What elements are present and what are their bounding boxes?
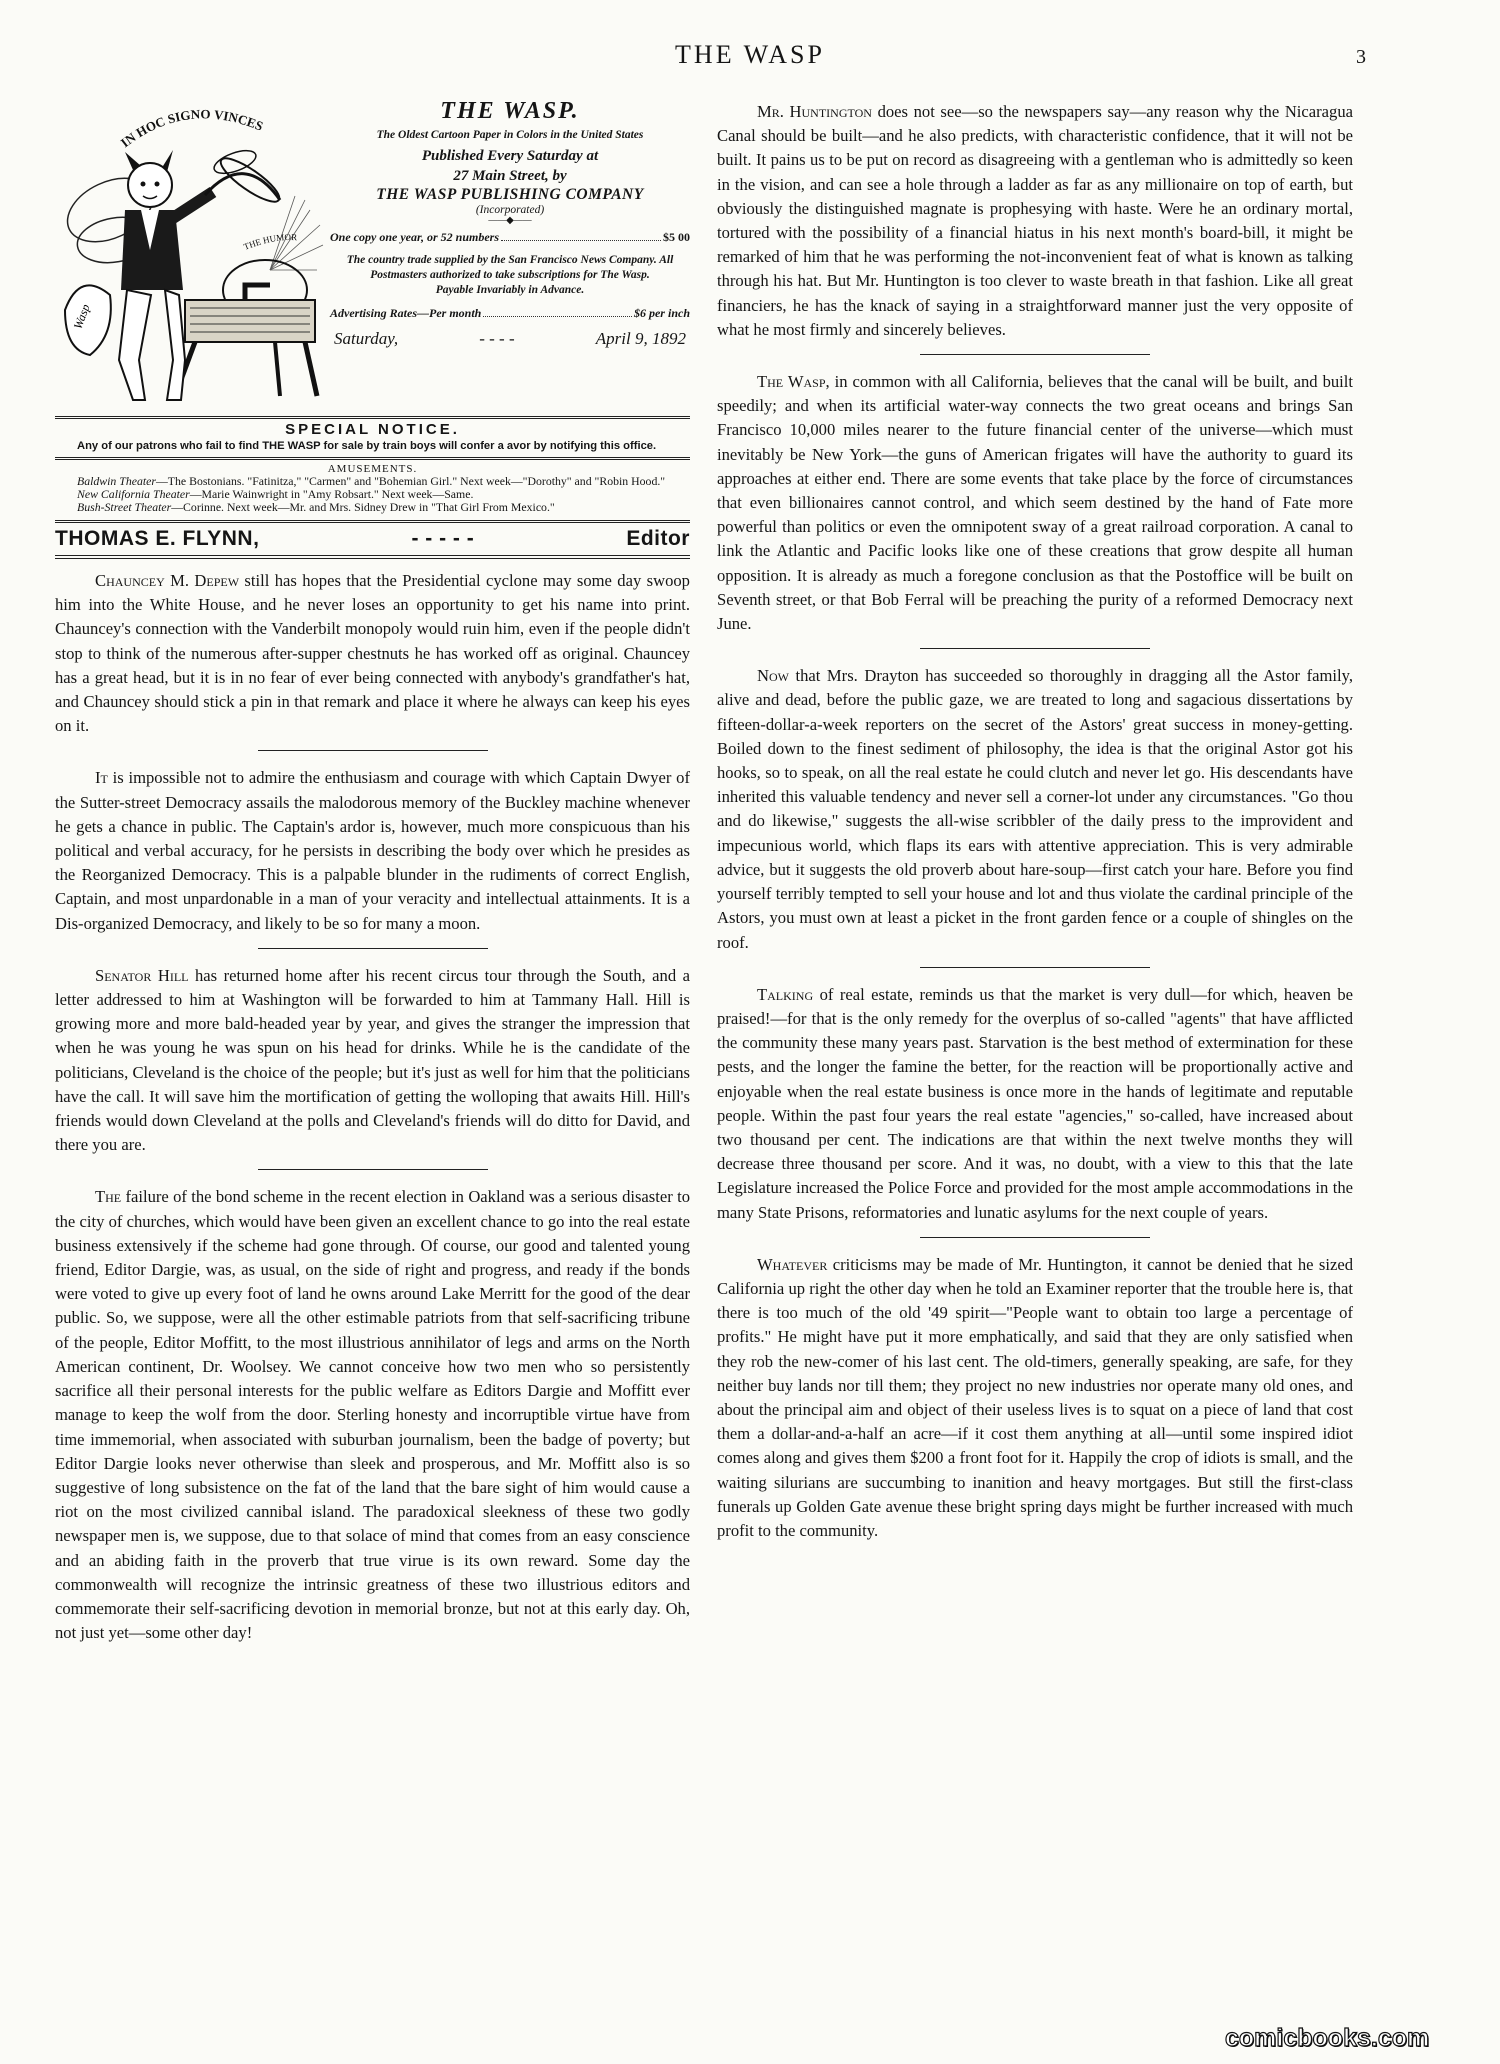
venue-name: New California Theater: [77, 487, 190, 501]
cartoon-motto: IN HOC SIGNO VINCES: [117, 106, 266, 151]
editor-role: Editor: [626, 527, 690, 550]
listing-text: —The Bostonians. "Fatinitza," "Carmen" and "Bohemian Girl." Next week—"Dorothy" and "Robin Hood.": [155, 474, 666, 488]
rate-value: $5 00: [663, 230, 690, 244]
masthead-text: [330, 100, 690, 349]
article-paragraph: [55, 964, 690, 1158]
cartoon-bag-label: Wasp: [70, 302, 93, 332]
svg-text:IN HOC SIGNO VINCES: [118, 106, 266, 150]
article-text: has returned home after his recent circus tour through the South, and a letter addressed to him at Washington will be forwarded to him at Tammany Hall. Hill is growing more and more bald-headed year by year, and gives the stranger the impression that when he was young he was spun on his head for drinks. While he is the candidate of the politicians, Cleveland is the choice of the people; but it's just as well for him that the politicians have the call. It will save him the mortification of getting the wolloping that awaits Hill. Hill's friends would down Cleveland at the polls and Cleveland's friends will do ditto for David, and there you are.: [55, 965, 690, 1155]
date-day: Saturday,: [334, 329, 399, 348]
double-rule: [55, 457, 690, 460]
article-text: is impossible not to admire the enthusiasm and courage with which Captain Dwyer of the Sutter-street Democracy assails the malodorous memory of the Buckley machine whenever he gets a chance in public. The Captain's ardor is, however, much more conspicuous than his political and verbal accuracy, for he persists in describing the body over which he presides as the Reorganized Democracy. This is a palpable blunder in the rudiments of correct English, Captain, and most unpardonable in a man of your veracity and intellectual attainments. It is a Dis-organized Democracy, and likely to be so for many a moon.: [55, 768, 690, 933]
paper-subtitle: The Oldest Cartoon Paper in Colors in the United States: [376, 129, 644, 141]
article-text: criticisms may be made of Mr. Huntington, it cannot be denied that he sized California up right the other day when he told an Examiner reporter that the trouble here is, that there is too much of the old '49 spirit—"People want to obtain too large a percentage of profits." He might have put it more emphatically, and said that they are only satisfied when they rob the new-comer of his last cent. The old-timers, generally speaking, are safe, for they neither buy lands nor till them; they project no new industries nor operate many old ones, and about the principal aim and object of their useless lives is to squat on a piece of land that cost them a dollar-and-a-half an acre—if it cost them anything at all—until some inspired idiot comes along and gives them $200 a front foot for it. Happily the crop of idiots is small, and the waiting silurians are succumbing to inanition and heavy mortgages. But still the first-class funerals up Golden Gate avenue these bright spring days might be further increased with much profit to the community.: [717, 1254, 1353, 1540]
double-rule: [55, 520, 690, 523]
article-paragraph: [717, 1253, 1353, 1543]
rate-label: One copy one year, or 52 numbers: [330, 230, 499, 244]
article-text: of real estate, reminds us that the market is very dull—for which, heaven be praised!—for that is the only remedy for the overplus of so-called "agents" that have afflicted the community these many years past. Starvation is the best method of extermination for these pests, and the longer the famine the better, for the reaction will be proportionally active and enjoyable when the real estate business is once more in the hands of legitimate and reputable people. Within the past four years the real estate "agencies," so-called, have increased about two thousand per cent. The indications are that within the next twelve months they will decrease three thousand per score. And it was, no doubt, with a view to this that the late Legislature increased the Police Force and provided for the most ample accommodations in the many State Prisons, reformatories and lunatic asylums for the next couple of years.: [717, 984, 1353, 1222]
article-lead: Whatever: [757, 1254, 828, 1274]
article-paragraph: [55, 569, 690, 738]
payable-note: Payable Invariably in Advance.: [435, 284, 585, 296]
article-text: failure of the bond scheme in the recent election in Oakland was a serious disaster to the city of churches, which would have been given an excellent chance to go into the real estate business extensively if the scheme had gone through. Of course, our good and talented young friend, Editor Dargie, was, as usual, on the side of right and progress, and ready if the bonds were voted to give up every foot of land he owns around Lake Merritt for the good of the dear public. So, we suppose, were all the other estimable patriots from that self-sacrificing tribune of the people, Editor Moffitt, to the most illustrious annihilator of legs and arms on the North American continent, Dr. Woolsey. We cannot conceive how two men who so persistently sacrifice all their personal interests for the public welfare as Editors Dargie and Moffitt ever manage to keep the wolf from the door. Sterling honesty and incorruptible virtue have from time immemorial, when associated with suburban journalism, been the badge of poverty; but Editor Dargie looks never otherwise than sleek and prosperous, and Mr. Moffitt also is so suggestive of long subsistence on the fat of the land that the bare sight of him would cause a riot on the most civilized cannibal island. The paradoxical sleekness of these two godly newspaper men is, we suppose, due to that solace of mind that comes from an easy conscience and an abiding faith in the proverb that true virue is its own reward. Some day the commonwealth will recognize the intrinsic greatness of these two illustrious editors and commemorate their self-sacrificing devotion in memorial bronze, but not at this early day. Oh, not just yet—some other day!: [55, 1187, 690, 1643]
double-rule: [55, 416, 690, 419]
venue-name: Bush-Street Theater: [77, 500, 172, 514]
incorporated-note: (Incorporated): [475, 204, 545, 216]
article-paragraph: [717, 983, 1353, 1225]
article-lead: Chauncey M. Depew: [95, 571, 240, 590]
article-text: , in common with all California, believes that the canal will be built, and built speedily; and when its artificial water-way connects the two great oceans and brings San Francisco 10,000 miles nearer to the future financial center of the universe—which must inevitably be New York—the guns of American frigates will have the authority to guard its approaches at either end. There are some events that take place by the force of circumstances that even billionaires cannot control, and which seem destined by the hand of Fate more powerful than politics or even the omnipotent sway of a great railroad corporation. A canal to link the Atlantic and Pacific looks like one of these creations that grow despite all human opposition. It is already as much a foregone conclusion as that the Postoffice will be built on Seventh street, or that Bob Ferral will be preaching the purity of a reformed Democracy next June.: [717, 372, 1353, 634]
page-number: 3: [1356, 46, 1366, 68]
article-lead: Mr. Huntington: [757, 102, 872, 121]
article-lead: Senator Hill: [95, 965, 189, 985]
advertising-value: $6 per inch: [633, 306, 690, 320]
right-column: [717, 100, 1353, 1543]
amusement-listing: [55, 501, 690, 514]
double-rule: [55, 555, 690, 559]
article-text: that Mrs. Drayton has succeeded so thoroughly in dragging all the Astor family, alive and dead, before the public gaze, we are treated to long and sagacious dissertations by fifteen-dollar-a-week reporters on the secret of the Astors' great success in money-getting. Boiled down to the finest sediment of philosophy, the idea is that the original Astor got his hooks, so to speak, on all the real estate he could clutch and never let go. His descendants have inherited this valuable tendency and never sell a corner-lot under any circumstances. "Go thou and do likewise," suggests the all-wise scribbler of the daily press to the improvident and impecunious world, which flaps its ears with attentive appreciation. This is very admirable advice, but it suggests the old proverb about hare-soup—first catch your hare. Before you find yourself terribly tempted to sell your house and lot and thus violate the cardinal principle of the Astors, you must own at least a picket in the front garden fence or a couple of shingles on the roof.: [717, 666, 1353, 952]
special-notice-title: SPECIAL NOTICE.: [285, 421, 460, 438]
country-trade-note: The country trade supplied by the San Francisco News Company. All Postmasters authorized to take subscriptions for The Wasp.: [346, 254, 674, 281]
masthead: [55, 100, 690, 410]
subscription-rate: [330, 230, 690, 245]
date-value: April 9, 1892: [595, 329, 686, 348]
special-notice-text: Any of our patrons who fail to find THE WASP for sale by train boys will confer a avor by notifying this office.: [77, 440, 657, 452]
wasp-cartoon-illustration: [55, 100, 325, 406]
article-separator: [920, 354, 1150, 355]
svg-text:THE HUMOR: [242, 232, 297, 252]
editor-name: THOMAS E. FLYNN,: [55, 527, 260, 550]
article-separator: [920, 1237, 1150, 1238]
paper-title: THE WASP.: [440, 98, 580, 124]
left-column: [55, 100, 690, 1645]
advertising-label: Advertising Rates—Per month: [330, 306, 482, 320]
listing-text: —Marie Wainwright in "Amy Robsart." Next week—Same.: [189, 487, 474, 501]
article-paragraph: [717, 100, 1353, 342]
article-lead: The: [95, 1187, 122, 1207]
listing-text: —Corinne. Next week—Mr. and Mrs. Sidney Drew in "That Girl From Mexico.": [171, 500, 555, 514]
article-lead: It: [95, 768, 108, 788]
article-paragraph: [55, 766, 690, 935]
published-line-2: 27 Main Street, by: [453, 168, 567, 184]
article-separator: [258, 750, 488, 751]
published-line-1: Published Every Saturday at: [421, 148, 599, 164]
article-separator: [258, 1169, 488, 1170]
venue-name: Baldwin Theater: [77, 474, 156, 488]
article-lead: Talking: [757, 984, 814, 1004]
article-paragraph: [717, 370, 1353, 636]
article-paragraph: [717, 664, 1353, 954]
article-separator: [920, 648, 1150, 649]
issue-date: [330, 329, 690, 349]
article-paragraph: [55, 1185, 690, 1645]
site-watermark: comicbooks.com: [1225, 2024, 1430, 2052]
editor-line: [55, 527, 690, 551]
amusements-title: AMUSEMENTS.: [327, 463, 418, 475]
article-lead: Now: [757, 666, 789, 686]
date-dashes: - - - -: [479, 329, 515, 348]
cartoon-book-label: THE HUMOR: [242, 231, 298, 252]
article-lead: The Wasp: [757, 372, 826, 392]
article-separator: [920, 967, 1150, 968]
article-text: still has hopes that the Presidential cyclone may some day swoop him into the White House, and he never loses an opportunity to get his name into print. Chauncey's connection with the Vanderbilt monopoly would ruin him, even if the people didn't stop to think of the numerous after-supper chestnuts he has worked off as original. Chauncey has a great head, but it is in no fear of ever being connected with anybody's grandfather's hat, and Chauncey should stick a pin in that remark and place it where he always can keep his eyes on it.: [55, 571, 690, 736]
advertising-rate: [330, 306, 690, 321]
article-separator: [258, 948, 488, 949]
running-head: THE WASP: [675, 40, 825, 69]
article-text: does not see—so the newspapers say—any reason why the Nicaragua Canal should be built—and he also predicts, with characteristic confidence, that it will not be built. It pains us to be put on record as disagreeing with a gentleman who is admittedly so keen in the vision, and can see a hole through a ladder as far as any millionaire on top of earth, but obviously the distinguished magnate is prophesying with haste. Were he an ordinary mortal, tortured with the possibility of a financial hiatus in his next month's board-bill, it might be remarked of him that he was performing the not-inconvenient feat of what is known as talking through his hat. But Mr. Huntington is too clever to waste breath in that fashion. Like all great financiers, he has the knack of saying in a straightforward manner just the very opposite of what he most firmly and sincerely believes.: [717, 102, 1353, 339]
editor-dashes: - - - - -: [411, 527, 475, 550]
publisher-name: THE WASP PUBLISHING COMPANY: [376, 186, 644, 203]
ornament-divider: ——◆——: [488, 215, 532, 226]
